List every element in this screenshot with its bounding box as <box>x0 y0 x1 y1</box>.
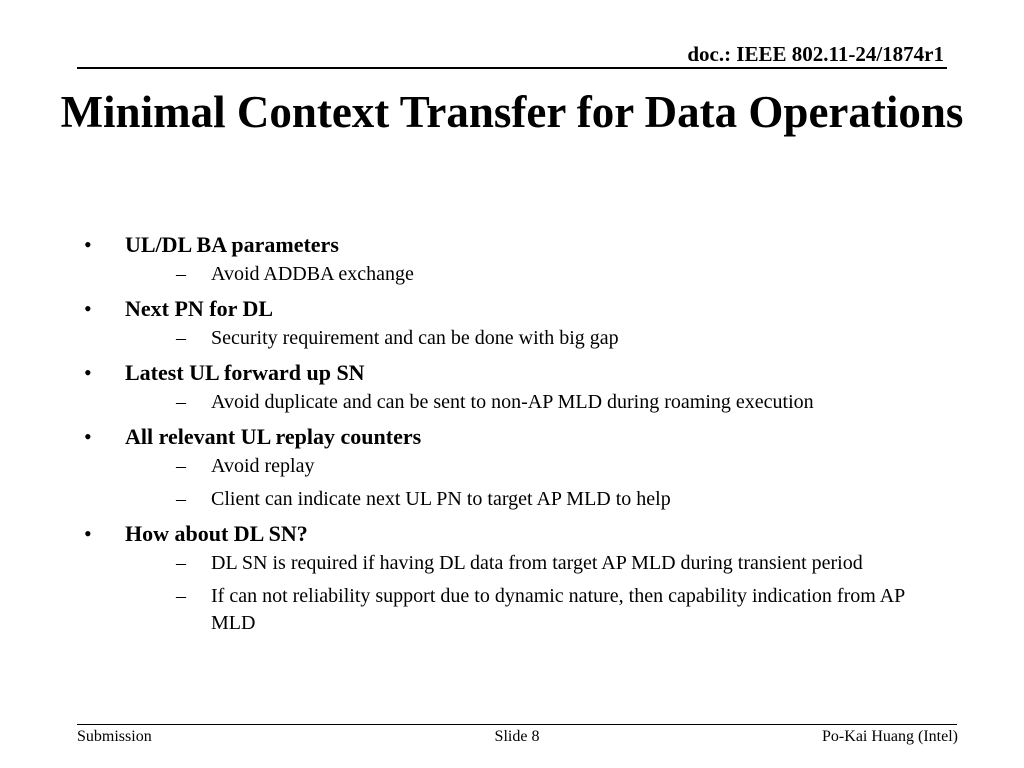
sub-bullet-item <box>166 550 944 577</box>
bullet-list <box>84 230 944 637</box>
dash-icon: – <box>176 552 186 574</box>
sub-bullet-text: Avoid duplicate and can be sent to non-AP MLD during roaming execution <box>211 391 814 413</box>
dash-icon: – <box>176 585 186 607</box>
sub-bullet-item <box>166 325 944 352</box>
bullet-dot-icon: • <box>84 296 92 321</box>
footer-submission: Submission <box>77 728 152 745</box>
dash-icon: – <box>176 263 186 285</box>
sub-bullet-list <box>125 550 944 637</box>
bullet-text: All relevant UL replay counters <box>125 424 422 449</box>
sub-bullet-list <box>125 325 944 352</box>
bullet-dot-icon: • <box>84 232 92 257</box>
slide-title: Minimal Context Transfer for Data Operations <box>60 87 964 137</box>
bullet-text: UL/DL BA parameters <box>125 232 339 257</box>
dash-icon: – <box>176 488 186 510</box>
dash-icon: – <box>176 391 186 413</box>
sub-bullet-text: Security requirement and can be done with big gap <box>211 327 619 349</box>
bullet-text: Next PN for DL <box>125 296 274 321</box>
footer-divider <box>77 724 957 725</box>
bullet-dot-icon: • <box>84 360 92 385</box>
sub-bullet-item <box>166 486 944 513</box>
sub-bullet-list <box>125 261 944 288</box>
sub-bullet-text: If can not reliability support due to dynamic nature, then capability indication from AP MLD <box>211 585 905 634</box>
bullet-item <box>84 358 944 416</box>
bullet-item <box>84 519 944 637</box>
sub-bullet-text: Client can indicate next UL PN to target AP MLD to help <box>211 488 671 510</box>
bullet-text: Latest UL forward up SN <box>125 360 365 385</box>
dash-icon: – <box>176 455 186 477</box>
sub-bullet-list <box>125 389 944 416</box>
sub-bullet-text: Avoid replay <box>211 455 315 477</box>
bullet-item <box>84 294 944 352</box>
sub-bullet-item <box>166 453 944 480</box>
bullet-item <box>84 422 944 513</box>
bullet-item <box>84 230 944 288</box>
sub-bullet-item <box>166 583 944 637</box>
dash-icon: – <box>176 327 186 349</box>
sub-bullet-item <box>166 261 944 288</box>
header-divider <box>77 67 947 69</box>
slide-number: Slide 8 <box>494 728 540 745</box>
bullet-dot-icon: • <box>84 521 92 546</box>
bullet-dot-icon: • <box>84 424 92 449</box>
sub-bullet-item <box>166 389 944 416</box>
sub-bullet-text: Avoid ADDBA exchange <box>211 263 414 285</box>
footer-author: Po-Kai Huang (Intel) <box>822 728 958 745</box>
bullet-text: How about DL SN? <box>125 521 308 546</box>
sub-bullet-list <box>125 453 944 513</box>
sub-bullet-text: DL SN is required if having DL data from target AP MLD during transient period <box>211 552 863 574</box>
document-id: doc.: IEEE 802.11-24/1874r1 <box>687 42 944 66</box>
